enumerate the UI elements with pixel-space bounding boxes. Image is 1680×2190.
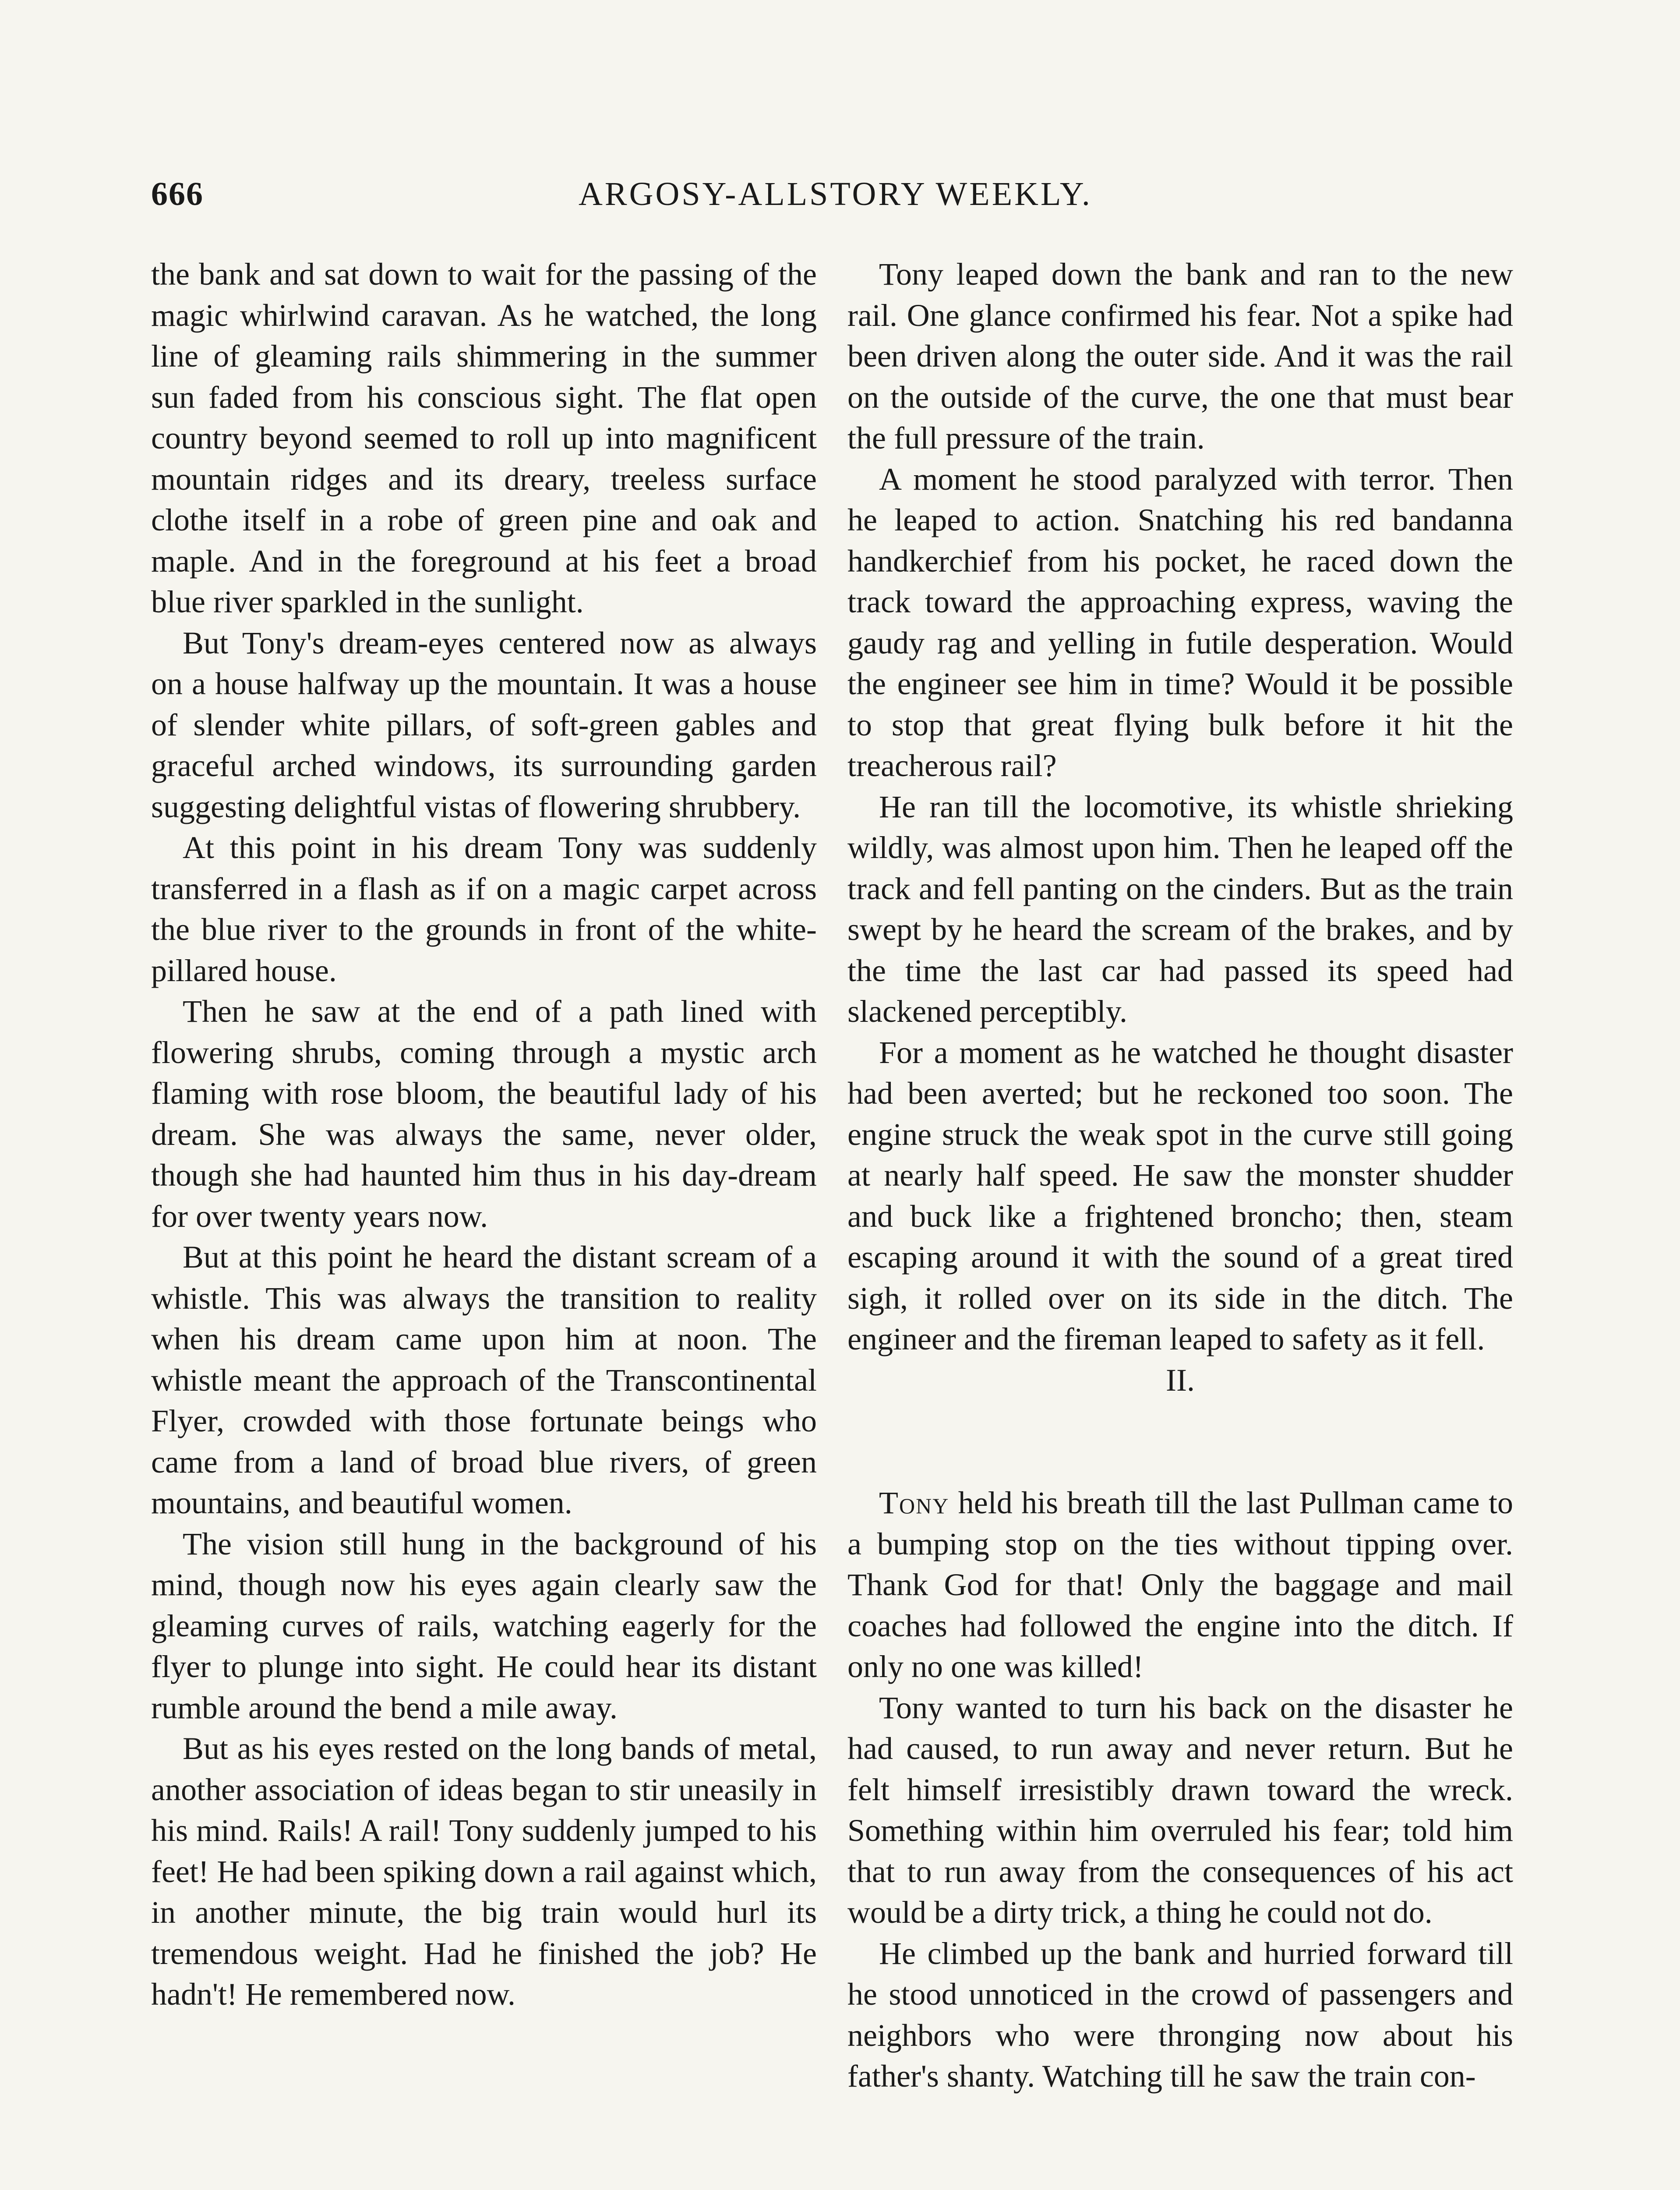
paragraph: A moment he stood paralyzed with terror. Then he leaped to action. Snatching his red bandanna handkerchief from his pocket, he raced down the track toward the approaching express, waving the gaudy rag and yelling in futile desperation. Would the engineer see him in time? Would it be possible to stop that great flying bulk before it hit the treacherous rail? — [847, 461, 1513, 783]
section-heading: II. — [1166, 1362, 1195, 1398]
page-header — [151, 175, 1520, 228]
section-first-paragraph-text: held his breath till the last Pullman came to a bumping stop on the ties without tipping over. Thank God for that! Only the baggage and mail coaches had followed the engine into the ditch. If only no one was killed! — [847, 1485, 1513, 1684]
paragraph: For a moment as he watched he thought disaster had been averted; but he reckoned too soon. The engine struck the weak spot in the curve still going at nearly half speed. He saw the monster shudder and buck like a frightened broncho; then, steam escaping around it with the sound of a great tired sigh, it rolled over on its side in the ditch. The engineer and the fireman leaped to safety as it fell. — [847, 1035, 1513, 1356]
paragraph: Tony wanted to turn his back on the disaster he had caused, to run away and never return. But he felt himself irresistibly drawn toward the wreck. Something within him overruled his fear; told him that to run away from the consequences of his act would be a dirty trick, a thing he could not do. — [847, 1690, 1513, 1930]
page-number: 666 — [151, 176, 204, 212]
section-first-word: Tony — [879, 1485, 949, 1520]
paragraph: He ran till the locomotive, its whistle shrieking wildly, was almost upon him. Then he leaped off the track and fell panting on the cinders. But as the train swept by he heard the scream of the brakes, and by the time the last car had passed its speed had slackened perceptibly. — [847, 789, 1513, 1029]
paragraph: Then he saw at the end of a path lined with flowering shrubs, coming through a mystic arch flaming with rose bloom, the beautiful lady of his dream. She was always the same, never older, though she had haunted him thus in his day-dream for over twenty years now. — [151, 994, 817, 1234]
paragraph — [847, 1483, 1513, 1688]
paragraph: The vision still hung in the background of his mind, though now his eyes again clearly saw the gleaming curves of rails, watching eagerly for the flyer to plunge into sight. He could hear its distant rumble around the bend a mile away. — [151, 1526, 817, 1725]
paragraph: But at this point he heard the distant scream of a whistle. This was always the transition to reality when his dream came upon him at noon. The whistle meant the approach of the Transcontinental Flyer, crowded with those fortunate beings who came from a land of broad blue rivers, of green mountains, and beautiful women. — [151, 1240, 817, 1520]
paragraph: But as his eyes rested on the long bands of metal, another association of ideas began to stir uneasily in his mind. Rails! A rail! Tony suddenly jumped to his feet! He had been spiking down a rail against which, in another minute, the big train would hurl its tremendous weight. Had he finished the job? He hadn't! He remembered now. — [151, 1731, 817, 2012]
left-column — [151, 254, 817, 2015]
paragraph: But Tony's dream-eyes centered now as always on a house halfway up the mountain. It was a house of slender white pillars, of soft-green gables and graceful arched windows, its surrounding garden suggesting delightful vistas of flowering shrubbery. — [151, 625, 817, 824]
paragraph: Tony leaped down the bank and ran to the new rail. One glance confirmed his fear. Not a spike had been driven along the outer side. And it was the rail on the outside of the curve, the one that must bear the full pressure of the train. — [847, 257, 1513, 456]
paragraph: the bank and sat down to wait for the passing of the magic whirlwind caravan. As he watched, the long line of gleaming rails shimmering in the summer sun faded from his conscious sight. The flat open country beyond seemed to roll up into magnificent mountain ridges and its dreary, treeless surface clothe itself in a robe of green pine and oak and maple. And in the foreground at his feet a broad blue river sparkled in the sunlight. — [151, 257, 817, 619]
paragraph: He climbed up the bank and hurried forward till he stood unnoticed in the crowd of passengers and neighbors who were thronging now about his father's shanty. Watching till he saw the train con- — [847, 1936, 1513, 2094]
running-title: ARGOSY-ALLSTORY WEEKLY. — [579, 176, 1092, 212]
right-column — [847, 254, 1513, 2097]
paragraph: At this point in his dream Tony was suddenly transferred in a flash as if on a magic carpet across the blue river to the grounds in front of the white-pillared house. — [151, 830, 817, 988]
